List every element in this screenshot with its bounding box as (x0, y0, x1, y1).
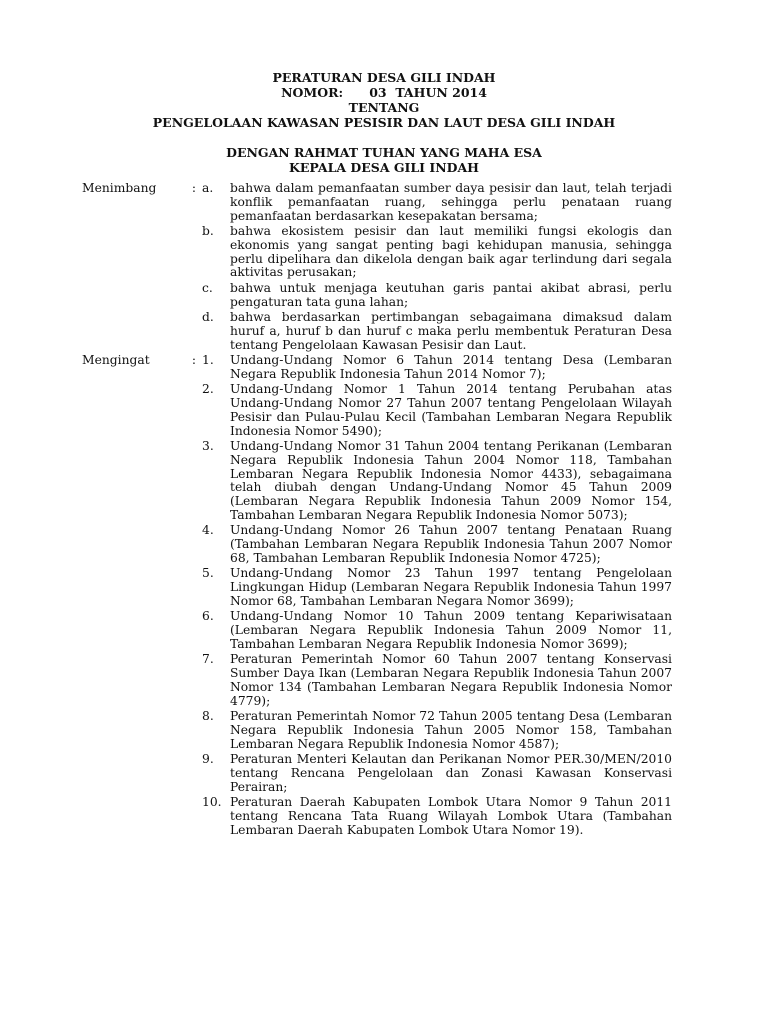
label-colon: : (191, 181, 196, 195)
legal-basis-item (82, 653, 672, 710)
item-text: Undang-Undang Nomor 10 Tahun 2009 tentang Kepariwisataan (Lembaran Negara Republik Indonesia Tahun 2009 Nomor 11, Tambahan Lembaran Negara Republik Indonesia Nomor 3699); (230, 609, 672, 651)
item-marker: 8. (202, 709, 214, 724)
item-text: bahwa dalam pemanfaatan sumber daya pesisir dan laut, telah terjadi konflik pemanfaatan ruang, sehingga perlu penataan ruang pemanfaatan berdasarkan kesepakatan bersama; (230, 181, 672, 223)
legal-basis-item (82, 753, 672, 796)
considerations-item (82, 225, 672, 282)
item-marker: c. (202, 280, 213, 295)
item-marker: 6. (202, 609, 214, 624)
item-text: Undang-Undang Nomor 31 Tahun 2004 tentang Perikanan (Lembaran Negara Republik Indonesia Tahun 2004 Nomor 118, Tambahan Lembaran Negara Republik Indonesia Nomor 4433), sebagaimana telah diubah dengan Undang-Undang Nomor 45 Tahun 2009 (Lembaran Negara Republik Indonesia Tahun 2009 Nomor 154, Tambahan Lembaran Negara Republik Indonesia Nomor 5073); (230, 438, 672, 522)
preamble-line: DENGAN RAHMAT TUHAN YANG MAHA ESA (226, 145, 542, 160)
document-header (0, 70, 768, 175)
legal-basis-item (82, 567, 672, 610)
legal-basis-item (82, 354, 672, 383)
item-marker: 4. (202, 523, 214, 538)
regulation-title: PERATURAN DESA GILI INDAH (272, 70, 496, 85)
label-colon: : (191, 352, 196, 367)
item-marker: b. (202, 223, 214, 238)
considerations-item (82, 282, 672, 311)
item-marker: 1. (202, 352, 214, 367)
item-text: Undang-Undang Nomor 1 Tahun 2014 tentang Perubahan atas Undang-Undang Nomor 27 Tahun 2007 tentang Pengelolaan Wilayah Pesisir dan Pulau-Pulau Kecil (Tambahan Lembaran Negara Republik Indonesia Nomor 5490); (230, 382, 672, 438)
item-text: Undang-Undang Nomor 26 Tahun 2007 tentang Penataan Ruang (Tambahan Lembaran Negara Republik Indonesia Tahun 2007 Nomor 68, Tambahan Lembaran Republik Indonesia Nomor 4725); (230, 523, 672, 565)
item-marker: 2. (202, 382, 214, 397)
item-text: Peraturan Pemerintah Nomor 72 Tahun 2005 tentang Desa (Lembaran Negara Republik Indonesia Tahun 2005 Nomor 158, Tambahan Lembaran Negara Republik Indonesia Nomor 4587); (230, 709, 672, 751)
item-marker: 3. (202, 438, 214, 453)
regulation-number: NOMOR: 03 TAHUN 2014 (281, 85, 487, 100)
item-marker: a. (202, 181, 214, 195)
item-text: bahwa untuk menjaga keutuhan garis pantai akibat abrasi, perlu pengaturan tata guna lahan; (230, 280, 672, 309)
item-text: Peraturan Pemerintah Nomor 60 Tahun 2007 tentang Konservasi Sumber Daya Ikan (Lembaran Negara Republik Indonesia Tahun 2007 Nomor 134 (Tambahan Lembaran Negara Republik Indonesia Nomor 4779); (230, 652, 672, 708)
mengingat-label: Mengingat (82, 352, 150, 367)
item-marker: d. (202, 309, 214, 324)
header-spacer (0, 130, 768, 145)
legal-basis-item (82, 710, 672, 753)
item-marker: 5. (202, 566, 214, 581)
legal-basis-item (82, 796, 672, 839)
item-marker: 9. (202, 752, 214, 766)
considerations-item (82, 182, 672, 225)
item-text: Peraturan Daerah Kabupaten Lombok Utara Nomor 9 Tahun 2011 tentang Rencana Tata Ruang Wilayah Lombok Utara (Tambahan Lembaran Daerah Kabupaten Lombok Utara Nomor 19). (230, 794, 672, 837)
regulation-about-label: TENTANG (348, 100, 420, 115)
item-text: Undang-Undang Nomor 6 Tahun 2014 tentang Desa (Lembaran Negara Republik Indonesia Tahun 2014 Nomor 7); (230, 352, 672, 381)
item-marker: 10. (202, 794, 222, 809)
item-marker: 7. (202, 652, 214, 667)
section-label (82, 354, 200, 368)
menimbang-section (82, 182, 672, 839)
considerations-item (82, 311, 672, 354)
menimbang-label: Menimbang (82, 181, 157, 195)
section-label (82, 182, 200, 196)
item-text: Peraturan Menteri Kelautan dan Perikanan Nomor PER.30/MEN/2010 tentang Rencana Pengelolaan dan Zonasi Kawasan Konservasi Perairan; (230, 752, 672, 794)
legal-basis-item (82, 440, 672, 524)
item-text: bahwa berdasarkan pertimbangan sebagaimana dimaksud dalam huruf a, huruf b dan huruf c maka perlu membentuk Peraturan Desa tentang Pengelolaan Kawasan Pesisir dan Laut. (230, 309, 672, 352)
item-text: bahwa ekosistem pesisir dan laut memiliki fungsi ekologis dan ekonomis yang sangat penting bagi kehidupan manusia, sehingga perlu dipelihara dan dikelola dengan baik agar terlindung dari segala aktivitas perusakan; (230, 223, 672, 280)
legal-basis-item (82, 383, 672, 440)
regulation-subject: PENGELOLAAN KAWASAN PESISIR DAN LAUT DESA GILI INDAH (152, 115, 616, 130)
item-text: Undang-Undang Nomor 23 Tahun 1997 tentang Pengelolaan Lingkungan Hidup (Lembaran Negara Republik Indonesia Tahun 1997 Nomor 68, Tambahan Lembaran Negara Nomor 3699); (230, 566, 672, 608)
issuer-line: KEPALA DESA GILI INDAH (289, 160, 479, 175)
legal-basis-item (82, 610, 672, 653)
legal-basis-item (82, 524, 672, 567)
